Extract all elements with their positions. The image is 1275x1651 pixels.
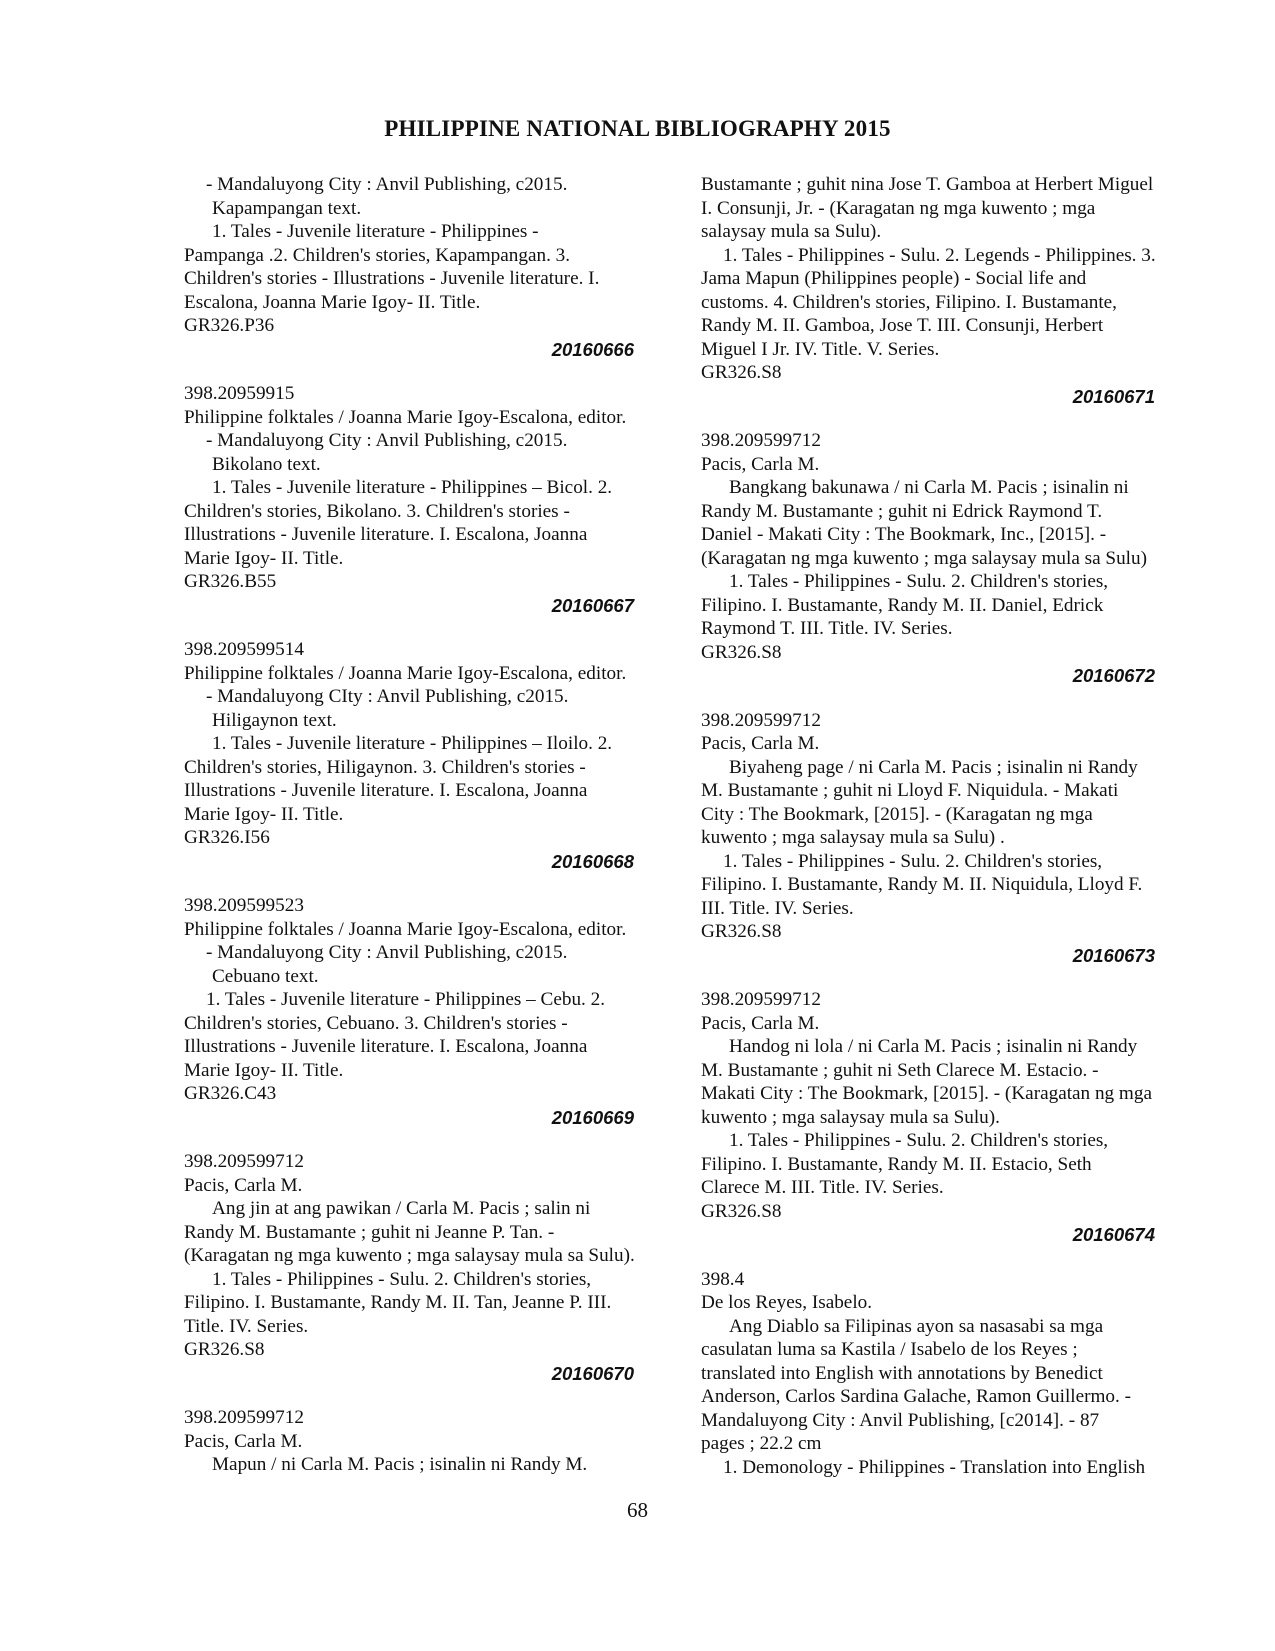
entry-line: 1. Tales - Philippines - Sulu. 2. Legends - Philippines. 3. [723, 244, 1156, 266]
left-column [184, 173, 650, 1477]
entry-line: 1. Tales - Juvenile literature - Philippines – Cebu. 2. [206, 989, 606, 1010]
entry-line: 398.209599712 [701, 989, 821, 1010]
bibliography-entry [701, 429, 1189, 688]
entry-line: Randy M. II. Gamboa, Jose T. III. Consunji, Herbert [701, 315, 1104, 336]
entry-line: Filipino. I. Bustamante, Randy M. II. Daniel, Edrick [701, 594, 1104, 616]
bibliography-entry [184, 638, 650, 873]
entry-line: GR326.S8 [701, 1200, 782, 1222]
entry-line: Pampanga .2. Children's stories, Kapampangan. 3. [184, 244, 571, 266]
entry-line: Illustrations - Juvenile literature. I. Escalona, Joanna [184, 1036, 588, 1057]
entry-line: 398.4 [701, 1268, 745, 1290]
entry-line: 1. Tales - Juvenile literature - Philippines – Bicol. 2. [212, 477, 613, 498]
entry-line: 398.209599514 [184, 639, 304, 660]
bibliography-entry [184, 1150, 650, 1385]
entry-line: Filipino. I. Bustamante, Randy M. II. Estacio, Seth [701, 1153, 1092, 1175]
entry-line: 398.209599523 [184, 895, 304, 916]
record-number: 20160670 [551, 1362, 634, 1384]
entry-line: Title. IV. Series. [184, 1315, 309, 1337]
entry-line: GR326.S8 [701, 362, 782, 383]
entry-line: Daniel - Makati City : The Bookmark, Inc., [2015]. - [701, 524, 1107, 545]
entry-line: Children's stories, Cebuano. 3. Children's stories - [184, 1012, 568, 1034]
entry-line: III. Title. IV. Series. [701, 897, 854, 919]
page-title: PHILIPPINE NATIONAL BIBLIOGRAPHY 2015 [384, 116, 891, 141]
entry-line: 1. Tales - Philippines - Sulu. 2. Children's stories, [729, 571, 1109, 592]
page-number: 68 [627, 1498, 648, 1522]
entry-line: - Mandaluyong City : Anvil Publishing, c2015. [206, 430, 568, 451]
entry-line: Anderson, Carlos Sardina Galache, Ramon Guillermo. - [701, 1386, 1132, 1407]
entry-line: (Karagatan ng mga kuwento ; mga salaysay mula sa Sulu) [701, 547, 1147, 569]
entry-line: 1. Tales - Juvenile literature - Philippines - [212, 221, 539, 242]
entry-line: 1. Tales - Philippines - Sulu. 2. Children's stories, [212, 1268, 592, 1290]
bibliography-entry [701, 988, 1189, 1247]
bibliography-entry [701, 1268, 1189, 1480]
entry-line: Bustamante ; guhit nina Jose T. Gamboa at Herbert Miguel [701, 174, 1154, 195]
entry-line: Kapampangan text. [212, 197, 362, 219]
record-number: 20160673 [1072, 944, 1155, 966]
entry-line: Illustrations - Juvenile literature. I. Escalona, Joanna [184, 780, 588, 801]
entry-line: Pacis, Carla M. [701, 733, 820, 754]
record-number: 20160674 [1072, 1224, 1155, 1245]
entry-line: translated into English with annotations by Benedict [701, 1362, 1103, 1384]
bibliography-entry [184, 894, 650, 1129]
entry-line: Clarece M. III. Title. IV. Series. [701, 1177, 944, 1198]
right-column [701, 173, 1189, 1479]
entry-line: I. Consunji, Jr. - (Karagatan ng mga kuwento ; mga [701, 197, 1096, 219]
entry-line: Ang Diablo sa Filipinas ayon sa nasasabi sa mga [729, 1315, 1104, 1337]
record-number: 20160672 [1072, 665, 1155, 686]
entry-line: kuwento ; mga salaysay mula sa Sulu). [701, 1106, 1000, 1128]
entry-line: Bikolano text. [212, 453, 321, 475]
entry-line: 1. Tales - Philippines - Sulu. 2. Children's stories, [723, 850, 1103, 872]
record-number: 20160671 [1072, 385, 1155, 407]
entry-line: GR326.S8 [184, 1339, 265, 1360]
entry-line: Randy M. Bustamante ; guhit ni Jeanne P. Tan. - [184, 1221, 555, 1243]
entry-line: 398.209599712 [701, 430, 821, 451]
record-number: 20160667 [551, 594, 634, 616]
entry-line: Cebuano text. [212, 965, 319, 987]
entry-line: 1. Tales - Juvenile literature - Philippines – Iloilo. 2. [212, 733, 613, 754]
entry-line: GR326.S8 [701, 641, 782, 663]
entry-line: GR326.C43 [184, 1083, 277, 1104]
entry-line: Jama Mapun (Philippines people) - Social life and [701, 268, 1087, 289]
entry-line: - Mandaluyong City : Anvil Publishing, c2015. [206, 174, 568, 195]
entry-line: Marie Igoy- II. Title. [184, 547, 344, 569]
entry-line: 1. Tales - Philippines - Sulu. 2. Children's stories, [729, 1130, 1109, 1151]
entry-line: Makati City : The Bookmark, [2015]. - (Karagatan ng mga [701, 1083, 1152, 1104]
entry-line: Pacis, Carla M. [184, 1430, 303, 1452]
entry-line: Raymond T. III. Title. IV. Series. [701, 618, 953, 639]
entry-line: Children's stories, Bikolano. 3. Children's stories - [184, 500, 570, 522]
entry-line: pages ; 22.2 cm [701, 1433, 822, 1454]
entry-line: Pacis, Carla M. [184, 1174, 303, 1196]
entry-line: De los Reyes, Isabelo. [701, 1292, 873, 1313]
entry-line: Randy M. Bustamante ; guhit ni Edrick Raymond T. [701, 500, 1103, 522]
entry-line: Mandaluyong City : Anvil Publishing, [c2014]. - 87 [701, 1409, 1100, 1431]
entry-line: GR326.P36 [184, 315, 275, 336]
entry-line: Mapun / ni Carla M. Pacis ; isinalin ni Randy M. [212, 1454, 588, 1475]
entry-line: Filipino. I. Bustamante, Randy M. II. Niquidula, Lloyd F. [701, 874, 1143, 895]
entry-line: Philippine folktales / Joanna Marie Igoy-Escalona, editor. [184, 918, 627, 940]
entry-line: Miguel I Jr. IV. Title. V. Series. [701, 338, 940, 360]
entry-line: Ang jin at ang pawikan / Carla M. Pacis ; salin ni [212, 1198, 591, 1219]
bibliography-entry [184, 173, 650, 361]
entry-line: M. Bustamante ; guhit ni Lloyd F. Niquidula. - Makati [701, 780, 1119, 801]
entry-line: 398.209599712 [701, 709, 821, 731]
entry-line: Philippine folktales / Joanna Marie Igoy-Escalona, editor. [184, 662, 627, 684]
entry-line: Philippine folktales / Joanna Marie Igoy-Escalona, editor. [184, 406, 627, 428]
entry-line: (Karagatan ng mga kuwento ; mga salaysay mula sa Sulu). [184, 1245, 635, 1266]
entry-line: Bangkang bakunawa / ni Carla M. Pacis ; isinalin ni [729, 477, 1129, 498]
entry-line: M. Bustamante ; guhit ni Seth Clarece M. Estacio. - [701, 1059, 1099, 1081]
entry-line: casulatan luma sa Kastila / Isabelo de los Reyes ; [701, 1339, 1078, 1360]
entry-line: Illustrations - Juvenile literature. I. Escalona, Joanna [184, 524, 588, 545]
entry-line: Pacis, Carla M. [701, 453, 820, 475]
bibliography-entry [701, 709, 1189, 968]
bibliography-entry [701, 173, 1189, 408]
entry-line: customs. 4. Children's stories, Filipino. I. Bustamante, [701, 291, 1117, 313]
entry-line: GR326.I56 [184, 827, 270, 848]
entry-line: salaysay mula sa Sulu). [701, 221, 882, 242]
entry-line: Pacis, Carla M. [701, 1012, 820, 1034]
entry-line: Escalona, Joanna Marie Igoy- II. Title. [184, 291, 481, 313]
entry-line: Handog ni lola / ni Carla M. Pacis ; isinalin ni Randy [729, 1036, 1138, 1057]
entry-line: Children's stories - Illustrations - Juvenile literature. I. [184, 268, 600, 289]
record-number: 20160668 [551, 850, 634, 872]
bibliography-entry [184, 382, 650, 617]
entry-line: Marie Igoy- II. Title. [184, 803, 344, 825]
entry-line: GR326.S8 [701, 921, 782, 942]
entry-line: 398.20959915 [184, 383, 295, 404]
record-number: 20160669 [551, 1106, 634, 1128]
entry-line: Filipino. I. Bustamante, Randy M. II. Tan, Jeanne P. III. [184, 1292, 612, 1313]
entry-line: Biyaheng page / ni Carla M. Pacis ; isinalin ni Randy [729, 756, 1138, 778]
bibliography-entry [184, 1406, 650, 1477]
entry-line: Marie Igoy- II. Title. [184, 1059, 344, 1081]
entry-line: GR326.B55 [184, 571, 277, 592]
entry-line: 398.209599712 [184, 1151, 304, 1172]
record-number: 20160666 [551, 338, 634, 360]
entry-line: 398.209599712 [184, 1407, 304, 1428]
entry-line: City : The Bookmark, [2015]. - (Karagatan ng mga [701, 803, 1093, 825]
entry-line: kuwento ; mga salaysay mula sa Sulu) . [701, 827, 1005, 848]
entry-line: Hiligaynon text. [212, 709, 337, 731]
entry-line: 1. Demonology - Philippines - Translation into English [723, 1456, 1146, 1478]
entry-line: Children's stories, Hiligaynon. 3. Children's stories - [184, 756, 586, 778]
entry-line: - Mandaluyong City : Anvil Publishing, c2015. [206, 942, 568, 963]
entry-line: - Mandaluyong CIty : Anvil Publishing, c2015. [206, 686, 569, 707]
